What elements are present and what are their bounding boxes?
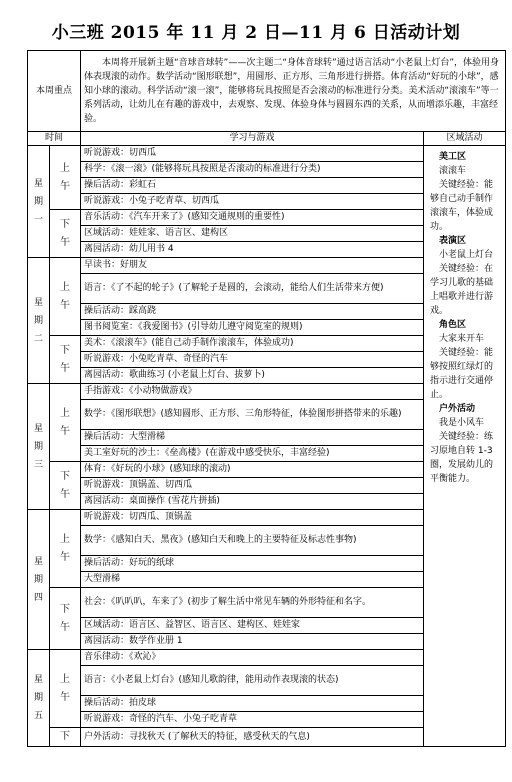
day-label: 星 期 四 bbox=[28, 510, 50, 650]
morning-label: 上 午 bbox=[50, 146, 81, 210]
activity-item: 离园活动：数学作业册 1 bbox=[81, 634, 424, 650]
activity-item: 大型滑梯 bbox=[81, 572, 424, 588]
activity-item: 区域活动：语言区、益智区、语言区、建构区、娃娃家 bbox=[81, 618, 424, 634]
day-label: 星 期 二 bbox=[28, 258, 50, 384]
activity-item: 数学：《图形联想》(感知圆形、正方形、三角形特征，体验图形拼搭带来的乐趣) bbox=[81, 400, 424, 430]
area-detail: 关键经验：练习原地自转 1-3 圈，发展幼儿的平衡能力。 bbox=[430, 432, 494, 484]
activity-item: 音乐活动：《汽车开来了》(感知交通规则的重要性) bbox=[81, 210, 424, 226]
page-title: 小三班 2015 年 11 月 2 日—11 月 6 日活动计划 bbox=[51, 23, 461, 43]
area-detail: 大家来开车 bbox=[439, 334, 485, 344]
area-detail: 滚滚车 bbox=[439, 166, 467, 176]
activity-item: 美术：《滚滚车》(能自己动手制作滚滚车，体验成功) bbox=[81, 336, 424, 352]
activity-item: 听说游戏：顶锅盖、切西瓜 bbox=[81, 478, 424, 494]
activity-item: 图书阅览室：《我爱图书》(引导幼儿遵守阅览室的规则) bbox=[81, 320, 424, 336]
header-area: 区域活动 bbox=[424, 132, 506, 146]
activity-item: 科学：《滚一滚》(能够将玩具按照是否滚动的标准进行分类) bbox=[81, 162, 424, 178]
activity-item: 语言：《小老鼠上灯台》(感知儿歌韵律，能用动作表现滚的状态) bbox=[81, 666, 424, 696]
morning-label: 上 午 bbox=[50, 258, 81, 336]
activity-item: 早读书：好朋友 bbox=[81, 258, 424, 274]
activity-item: 听说游戏：奇怪的汽车、小兔子吃青草 bbox=[81, 712, 424, 728]
day-label: 星 期 三 bbox=[28, 384, 50, 510]
area-name: 角色区 bbox=[439, 320, 467, 330]
header-study: 学习与游戏 bbox=[81, 132, 424, 146]
activity-item: 区域活动：娃娃家、语言区、建构区 bbox=[81, 226, 424, 242]
activity-item: 操后活动：踩高跷 bbox=[81, 304, 424, 320]
activity-item: 户外活动：寻找秋天 (了解秋天的特征，感受秋天的气息) bbox=[81, 728, 424, 747]
activity-item: 离园活动：歌曲练习 (小老鼠上灯台、拔萝卜) bbox=[81, 368, 424, 384]
focus-text: 本周将开展新主题“音球音球转”——次主题二“身体音球转”通过语言活动“小老鼠上灯台”，体验用身体表现滚的动作。数学活动“图形联想”，用圆形、正方形、三角形进行拼搭。体育活动“好玩的小球”，感知小球的滚动。科学活动“滚一滚”，能够将玩具按照是否会滚动的标准进行分类。美术活动“滚滚车”等一系列活动，让幼儿在有趣的游戏中，去观察、发现、体验身体与圆圆东西的关系，从而增添乐趣，丰富经验。 bbox=[81, 51, 506, 132]
activity-item: 听说游戏：切西瓜、顶锅盖 bbox=[81, 510, 424, 526]
activity-item: 体育：《好玩的小球》(感知球的滚动) bbox=[81, 462, 424, 478]
activity-item: 离园活动：桌面操作 (雪花片拼插) bbox=[81, 494, 424, 510]
activity-item: 音乐律动：《欢沁》 bbox=[81, 650, 424, 666]
afternoon-label: 下 午 bbox=[50, 462, 81, 510]
activity-item: 手指游戏：《小动物做游戏》 bbox=[81, 384, 424, 400]
area-name: 美工区 bbox=[439, 152, 467, 162]
area-activities bbox=[424, 146, 506, 747]
activity-item: 操后活动：大型滑梯 bbox=[81, 430, 424, 446]
area-detail: 关键经验：在学习儿歌的基础上唱歌并进行游戏。 bbox=[430, 264, 494, 316]
afternoon-label: 下 午 bbox=[50, 588, 81, 650]
activity-item: 听说游戏：切西瓜 bbox=[81, 146, 424, 162]
area-detail: 我是小风车 bbox=[439, 418, 485, 428]
afternoon-label: 下 午 bbox=[50, 210, 81, 258]
activity-item: 离园活动：幼儿用书 4 bbox=[81, 242, 424, 258]
activity-item: 社会：《叭叭叭，车来了》(初步了解生活中常见车辆的外形特征和名字。 bbox=[81, 588, 424, 618]
day-label: 星 期 一 bbox=[28, 146, 50, 258]
header-time: 时间 bbox=[28, 132, 81, 146]
activity-item: 听说游戏：小兔子吃青草、切西瓜 bbox=[81, 194, 424, 210]
area-detail: 小老鼠上灯台 bbox=[439, 250, 494, 260]
activity-item: 语言：《了不起的轮子》(了解轮子是圆的，会滚动，能给人们生活带来方便) bbox=[81, 274, 424, 304]
morning-label: 上 午 bbox=[50, 650, 81, 728]
morning-label: 上 午 bbox=[50, 510, 81, 588]
area-detail: 关键经验：能够自己动手制作滚滚车，体验成功。 bbox=[430, 180, 494, 232]
activity-item: 美工室好玩的沙土：《垒高楼》(在游戏中感受快乐，丰富经验) bbox=[81, 446, 424, 462]
area-name: 户外活动 bbox=[439, 404, 476, 414]
area-detail: 关键经验：能够按照红绿灯的指示进行交通停止。 bbox=[430, 348, 494, 400]
activity-item: 操后活动：好玩的纸球 bbox=[81, 556, 424, 572]
activity-item: 操后活动：拍皮球 bbox=[81, 696, 424, 712]
focus-label: 本周重点 bbox=[28, 51, 81, 132]
morning-label: 上 午 bbox=[50, 384, 81, 462]
activity-item: 听说游戏：小兔吃青草、奇怪的汽车 bbox=[81, 352, 424, 368]
afternoon-label: 下 bbox=[50, 728, 81, 747]
day-label: 星 期 五 bbox=[28, 650, 50, 747]
activity-item: 操后活动：彩虹石 bbox=[81, 178, 424, 194]
plan-table bbox=[27, 50, 506, 747]
area-name: 表演区 bbox=[439, 236, 467, 246]
activity-item: 数学：《感知白天、黑夜》(感知白天和晚上的主要特征及标志性事物) bbox=[81, 526, 424, 556]
afternoon-label: 下 午 bbox=[50, 336, 81, 384]
